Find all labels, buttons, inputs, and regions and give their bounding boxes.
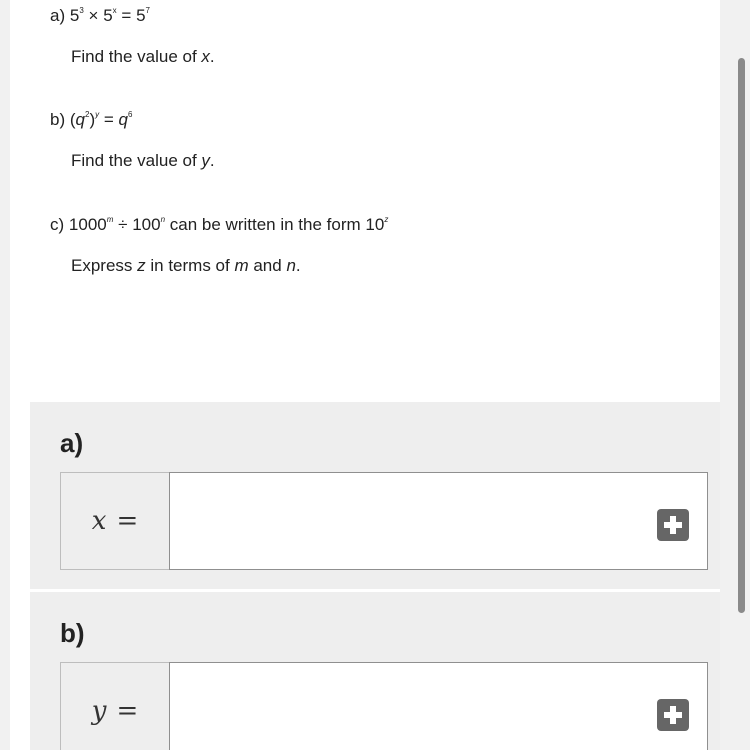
answer-section-b xyxy=(30,592,720,750)
answer-b-row xyxy=(60,662,708,750)
plus-square-icon[interactable] xyxy=(657,699,689,731)
answer-a-variable: x = xyxy=(60,472,169,570)
answer-a-label: a) xyxy=(60,428,84,458)
scrollbar-thumb[interactable] xyxy=(738,58,745,613)
answer-a-input[interactable] xyxy=(169,472,708,570)
answer-b-variable: y = xyxy=(60,662,169,750)
answer-b-input[interactable] xyxy=(169,662,708,750)
answer-b-label: b) xyxy=(60,618,85,648)
question-b-label: b) xyxy=(50,110,66,129)
question-a-label: a) xyxy=(50,6,66,25)
question-c-instruction: Express z in terms of m and n. xyxy=(71,256,301,275)
answer-a-row xyxy=(60,472,708,570)
question-a-equation: a) $5^3 \times 5^x = 5^7$ xyxy=(50,6,150,25)
question-a-instruction: Find the value of x. xyxy=(71,47,215,66)
answer-section-a xyxy=(30,402,720,589)
plus-square-icon[interactable] xyxy=(657,509,689,541)
question-b-instruction: Find the value of y. xyxy=(71,151,215,170)
question-content xyxy=(10,0,720,750)
question-c-equation: c) 1000$^m$ ÷ 100$^n$ can be written in the form 10$^z$ xyxy=(50,215,389,234)
question-c-label: c) xyxy=(50,215,65,234)
question-b-equation: b) $(q^2)^y = q^6$ xyxy=(50,110,133,129)
